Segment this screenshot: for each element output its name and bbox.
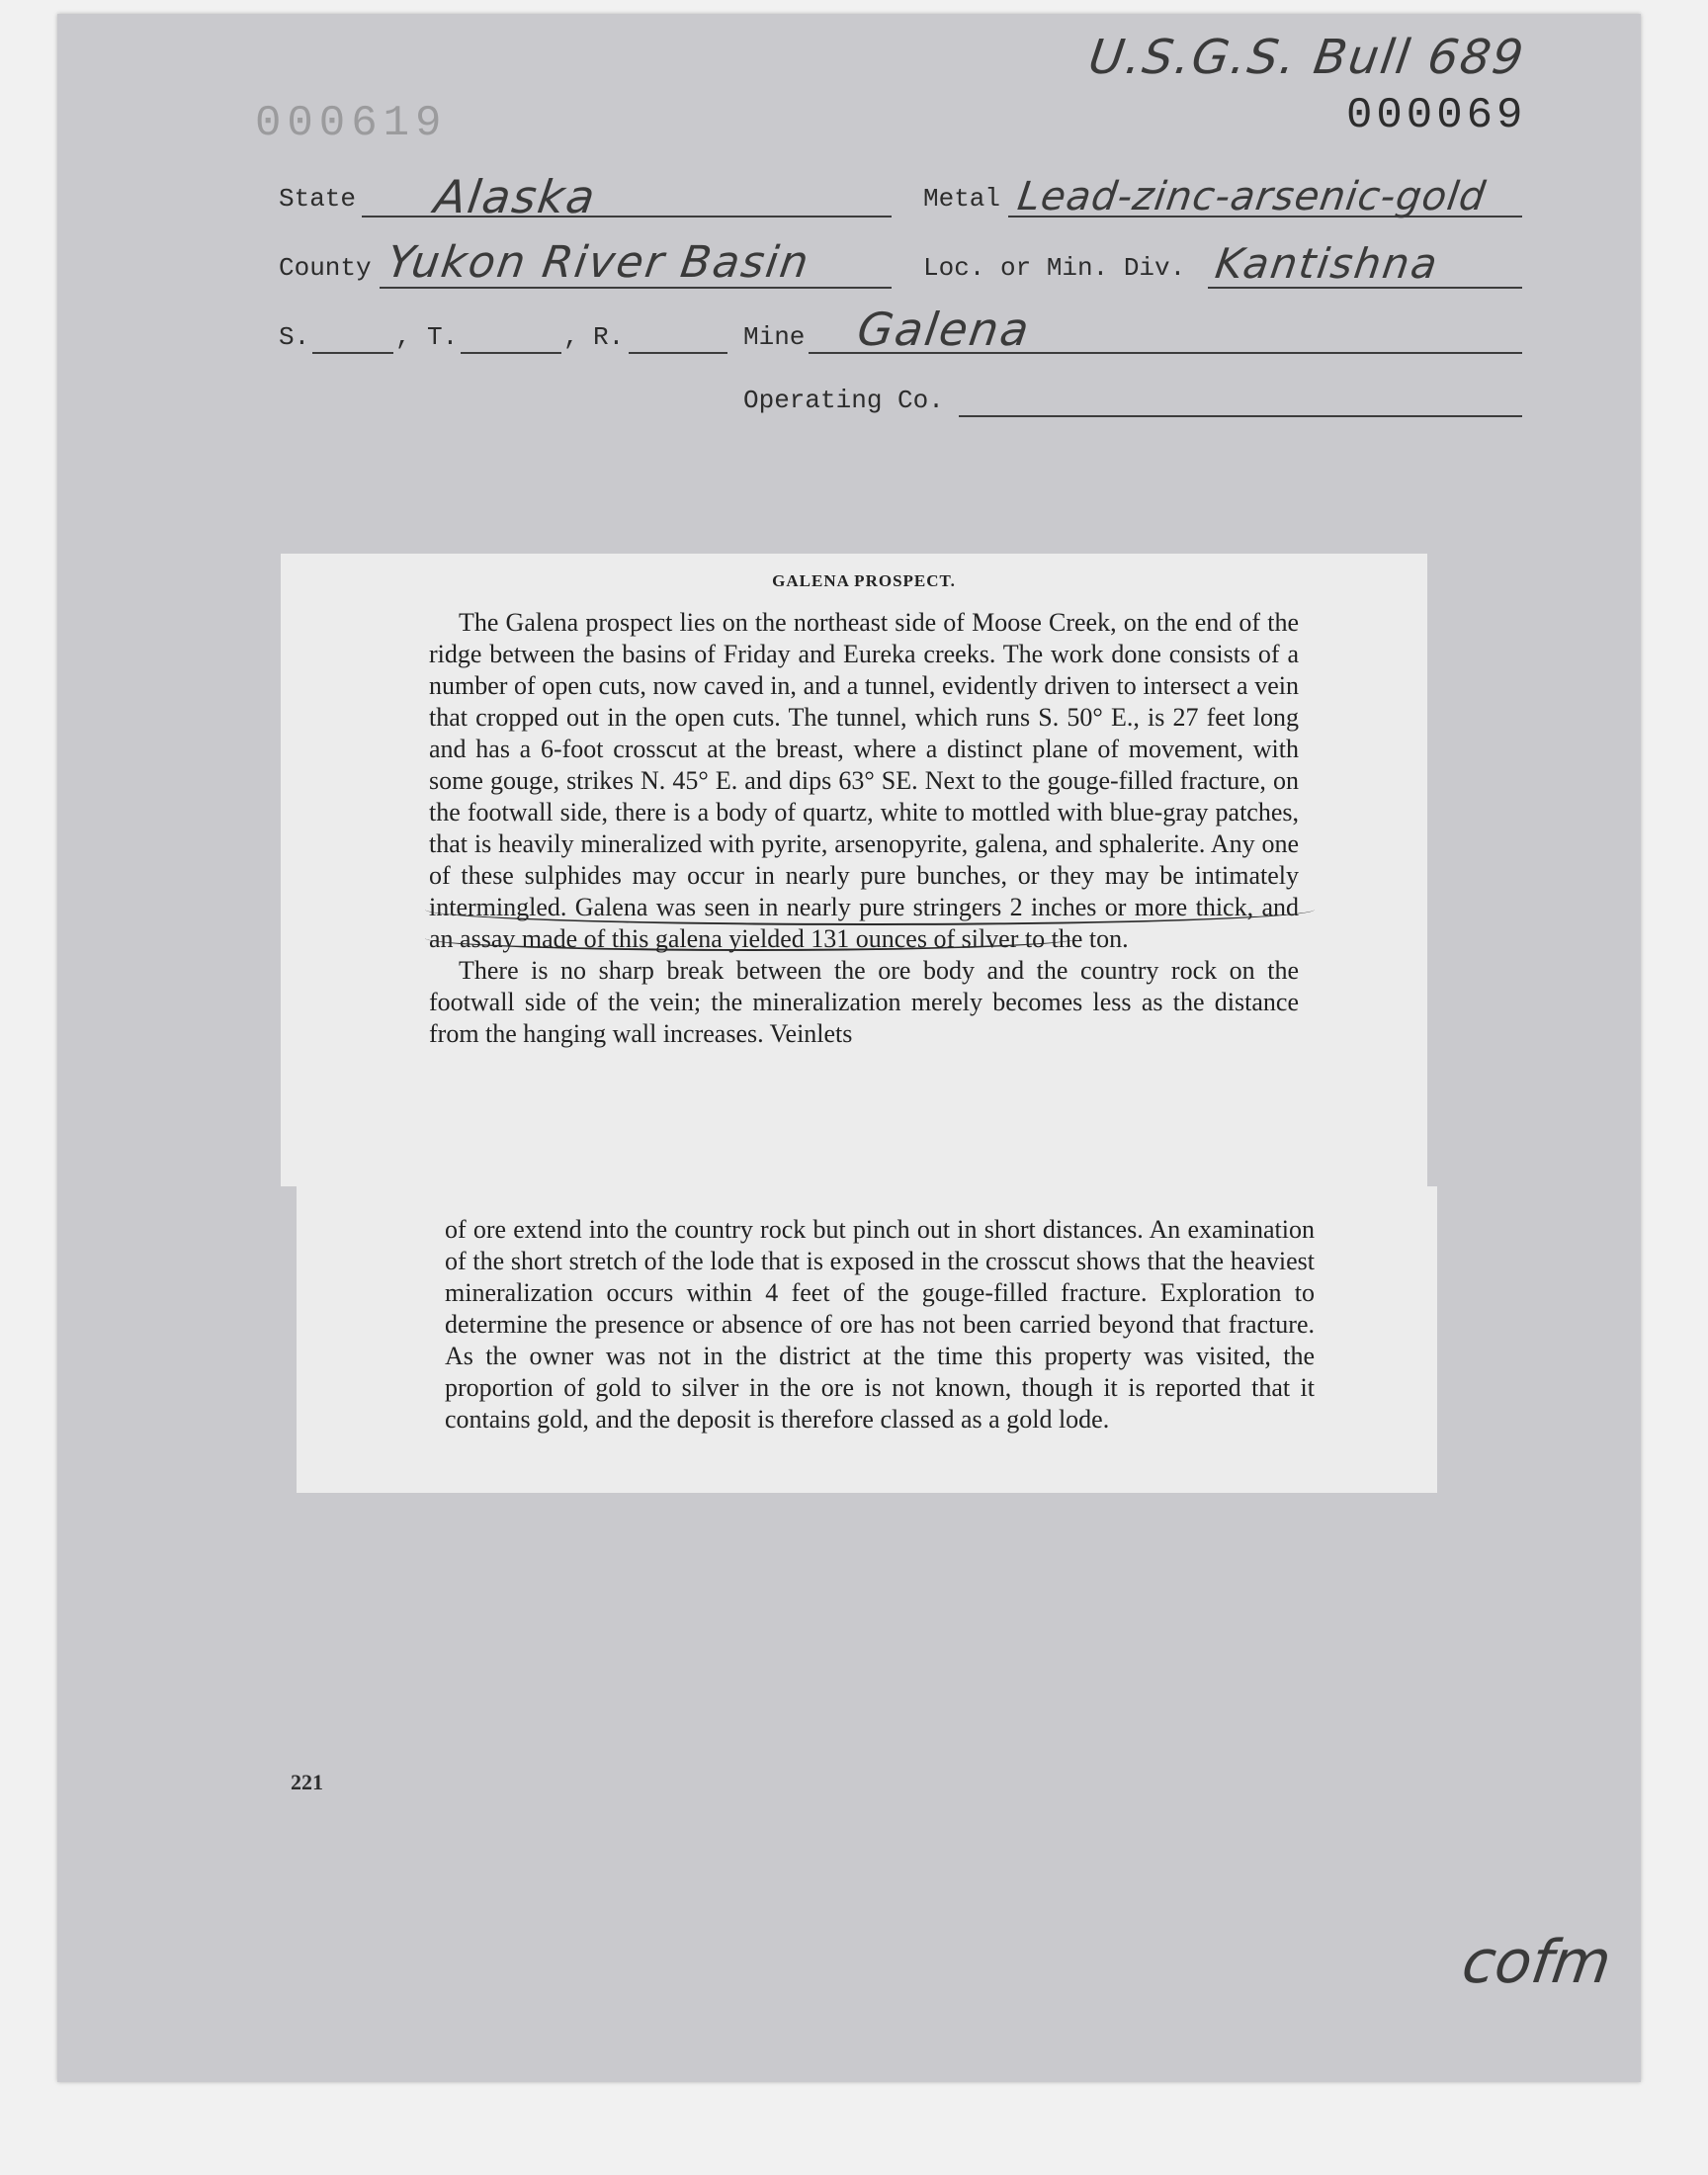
clipping-upper [281, 554, 1427, 1186]
clipping-paragraph-3: of ore extend into the country rock but pinch out in short distances. An examination of the short stretch of the lode that is exposed in the crosscut shows that the heaviest mineralization occurs within 4 feet of the gouge-filled fracture. Exploration to determine the presence or absence of ore has not been carried beyond that fracture. As the owner was not in the district at the time this property was visited, the proportion of gold to silver in the ore is not known, though it is reported that it contains gold, and the deposit is therefore classed as a gold lode. [445, 1215, 1315, 1434]
state-label: State [279, 184, 357, 214]
section-line [312, 352, 393, 354]
clipping-lower [297, 1186, 1437, 1493]
clipping-lower-text [445, 1214, 1315, 1436]
bulletin-reference: U.S.G.S. Bull 689 [1085, 30, 1529, 85]
loc-div-label: Loc. or Min. Div. [923, 253, 1186, 283]
comma-2: , [563, 322, 579, 352]
record-number: 000069 [1346, 91, 1527, 140]
state-value: Alaska [431, 170, 601, 223]
mine-value: Galena [854, 303, 1035, 356]
county-label: County [279, 253, 372, 283]
clipping-paragraph-1: The Galena prospect lies on the northeast side of Moose Creek, on the end of the ridge between the basins of Friday and Eureka creeks. The work done consists of a number of open cuts, now caved in, and a tunnel, evidently driven to intersect a vein that cropped out in the open cuts. The tunnel, which runs S. 50° E., is 27 feet long and has a 6-foot crosscut at the breast, where a distinct plane of movement, with some gouge, strikes N. 45° E. and dips 63° SE. Next to the gouge-filled fracture, on the footwall side, there is a body of quartz, white to mottled with blue-gray patches, that is heavily mineralized with pyrite, arsenopyrite, galena, and sphalerite. Any one of these sulphides may occur in nearly pure bunches, or they may be intimately intermingled. Galena was seen in nearly pure stringers 2 inches or more thick, and an assay made of this galena yielded 131 ounces of silver to the ton. [429, 608, 1299, 953]
mine-label: Mine [743, 322, 806, 352]
comma-1: , [395, 322, 411, 352]
operating-co-line [959, 415, 1522, 417]
township-line [461, 352, 561, 354]
clipping-title: GALENA PROSPECT. [772, 571, 956, 590]
operating-co-label: Operating Co. [743, 386, 944, 415]
clipping-upper-text [429, 571, 1299, 1050]
faint-record-number: 000619 [255, 99, 448, 148]
range-label: R. [593, 322, 625, 352]
section-label: S. [279, 322, 310, 352]
metal-label: Metal [923, 184, 1001, 214]
loc-div-value: Kantishna [1212, 239, 1442, 288]
metal-value: Lead-zinc-arsenic-gold [1014, 174, 1490, 219]
pencil-underline-1 [425, 894, 1315, 925]
pencil-underline-2 [425, 925, 1077, 951]
page-number: 221 [291, 1770, 323, 1794]
clipping-paragraph-2: There is no sharp break between the ore body and the country rock on the footwall side of the vein; the mineralization merely becomes less as the distance from the hanging wall increases. Veinlets [429, 956, 1299, 1048]
township-label: T. [427, 322, 459, 352]
initials-mark: cofm [1458, 1928, 1616, 1997]
range-line [629, 352, 727, 354]
county-value: Yukon River Basin [384, 237, 813, 288]
